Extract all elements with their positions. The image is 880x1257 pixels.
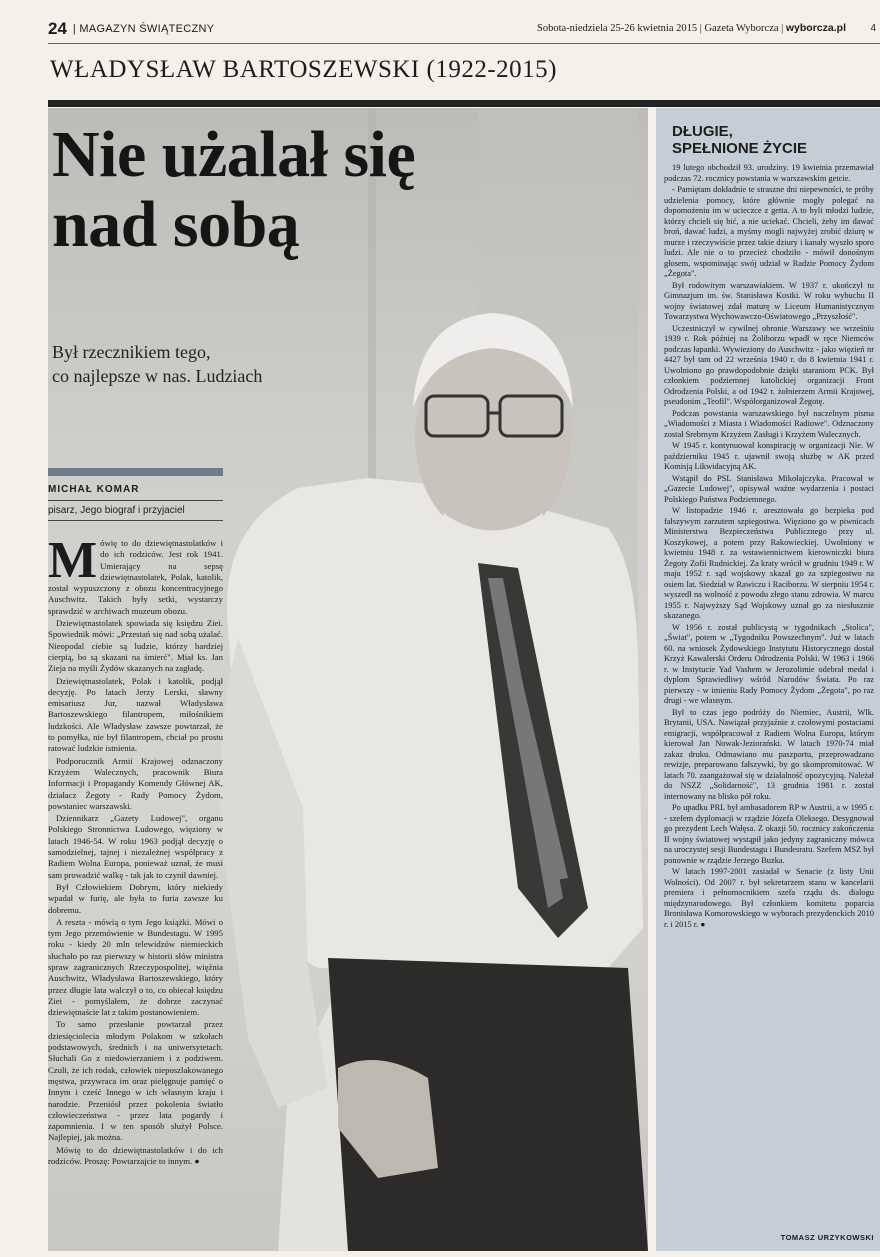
sidebar-paragraph: 19 lutego obchodził 93. urodziny. 19 kwietnia przemawiał podczas 72. rocznicy powstania w warszawskim getcie.	[664, 163, 874, 183]
author-rule	[48, 500, 223, 501]
small-number: 4	[870, 23, 876, 34]
paragraph: Był Człowiekiem Dobrym, który niekiedy wpadał w furię, ale była to furia zawsze ku dobremu.	[48, 881, 223, 915]
sidebar-paragraph: W 1945 r. kontynuował konspirację w organizacji Nie. W październiku 1945 r. ujawnił swoją służbę w AK przed Komisją Likwidacyjną AK.	[664, 441, 874, 471]
section-title: WŁADYSŁAW BARTOSZEWSKI (1922-2015)	[50, 56, 557, 83]
sidebar-paragraph: - Pamiętam dokładnie te straszne dni niepewności, te próby udzielenia pomocy, które głównie mogły polegać na dopomożeniu im w ucieczce z getta. A to byli młodzi ludzie, którzy chcieli się bić, a nie uciekać. Chcieli, żeby im dawać broń, dawać ludzi, a myśmy mogli najwyżej zrobić dziurę w murze i rzeczywiście przez takie dziury i kanały wyszło sporo ludzi. Ale nie o to przecież chodziło - mówił donośnym głosem, wspominając swój udział w Radzie Pomocy Żydom „Żegota".	[664, 185, 874, 278]
paragraph: Mówię to do dziewiętnastolatków i do ich rodziców. Proszę: Powtarzajcie to innym. ●	[48, 1144, 223, 1167]
paragraph: To samo przesłanie powtarzał przez dziesięciolecia młodym Polakom w szkołach podstawowych, średnich i na uniwersytetach. Słuchali Go z niedowierzaniem i z podziwem. Czuli, że ich rodak, człowiek nieposzlakowanego męstwa, przywraca im oraz pielęgnuje pamięć o Innym i cześć Innego w ich własnym kraju i narodzie. Przeniósł przez pokolenia światło człowieczeństwa - przez lata pogardy i zapomnienia. I w ten sposób służył Polsce. Najlepiej, jak można.	[48, 1019, 223, 1143]
deck: Był rzecznikiem tego, co najlepsze w nas. Ludziach	[52, 342, 263, 386]
sidebar-paragraph: Był rodowitym warszawiakiem. W 1937 r. ukończył tu Gimnazjum im. św. Stanisława Kostki. W roku wybuchu II wojny światowej zdał maturę w Liceum Humanistycznym Towarzystwa Wychowawczo-Oświatowego „Przyszłość".	[664, 280, 874, 321]
sidebar-paragraph: Po upadku PRL był ambasadorem RP w Austrii, a w 1995 r. - szefem dyplomacji w rządzie Józefa Oleksego. Desygnował go prezydent Lech Wałęsa. Z okazji 50. rocznicy zakończenia II wojny światowej wystąpił jako jedyny zagraniczny mówca na uroczystej sesji Bundestagu i Bundesratu. Szefem MSZ był ponownie w rządzie Jerzego Buzka.	[664, 803, 874, 865]
author-name: MICHAŁ KOMAR	[48, 484, 140, 495]
section-name: | MAGAZYN ŚWIĄTECZNY	[72, 23, 215, 35]
sidebar-paragraph: Wstąpił do PSL Stanisława Mikołajczyka. Pracował w „Gazecie Ludowej", opisywał ważne wydarzenia i postaci Polskiego Państwa Podziemnego.	[664, 473, 874, 504]
sidebar-paragraph: Uczestniczył w cywilnej obronie Warszawy we wrześniu 1939 r. Rok później na Żoliborzu wpadł w ręce Niemców podczas łapanki. Wywieziony do Auschwitz - jako więzień nr 4427 był tam od 22 września 1940 r. do 8 kwietnia 1941 r. Uwolniono go prawdopodobnie dzięki staraniom PCK. Był członkiem podziemnej katolickiej organizacji Front Odrodzenia Polski, a od 1942 r. żołnierzem Armii Krajowej, pseudonim „Teofil". Współorganizował Żegotę.	[664, 323, 874, 406]
sidebar-signature: TOMASZ URZYKOWSKI	[780, 1233, 874, 1242]
sidebar-body	[664, 163, 874, 1233]
sidebar-paragraph: Był to czas jego podróży do Niemiec, Austrii, Wlk. Brytanii, USA. Nawiązał przyjaźnie z czołowymi postaciami emigracji, współpracował z Radiem Wolna Europa, którym kierował Jan Nowak-Jeziorański. W latach 1970-74 miał zakaz druku. Odmawiano mu paszportu, przeprowadzano rewizje, preparowano fałszywki, by go skompromitować. W latach 70. zaangażował się w działalność opozycyjną. Należał do NSZZ „Solidarność", 13 grudnia 1981 r. został internowany na blisko pół roku.	[664, 707, 874, 801]
sidebar-paragraph: W listopadzie 1946 r. aresztowała go bezpieka pod fałszywym zarzutem szpiegostwa. Więziono go w piwnicach Ministerstwa Bezpieczeństwa Publicznego przy ul. Koszykowej, a potem przy Rakowieckiej. Uwolniony w kwietniu 1948 r. za wstawiennictwem kierowniczki biura Żegoty Zofii Rudnickiej. Za kraty wrócił w grudniu 1949 r. W maju 1952 r. sąd wojskowy skazał go za szpiegostwo na osiem lat. Siedział w Rawiczu i Raciborzu. W sierpniu 1954 r. wyszedł na wolność z powodu złego stanu zdrowia. W marcu 1955 r. Najwyższy Sąd Wojskowy uznał go za niesłusznie skazanego.	[664, 506, 874, 620]
section-rule	[48, 100, 880, 107]
author-bar	[48, 468, 223, 476]
sidebar-paragraph: W latach 1997-2001 zasiadał w Senacie (z listy Unii Wolności). Od 2007 r. był sekretarzem stanu w kancelarii premiera i pełnomocnikiem szefa rządu ds. dialogu międzynarodowego. Był członkiem komitetu poparcia Bronisława Komorowskiego w wyborach prezydenckich 2010 r. i 2015 r. ●	[664, 867, 874, 929]
header-rule	[48, 43, 880, 44]
page-header	[48, 18, 880, 40]
paragraph: Dziewiętnastolatek, Polak i katolik, podjął decyzję. Po latach Jerzy Lerski, sławny emisariusz Jur, nazwał Władysława Bartoszewskiego filantropem, miłośnikiem ludzkości. Ale Władysław zawsze powtarzał, że to pomyłka, nie był filantropem, chciał po prostu ratować ludzkie istnienia.	[48, 675, 223, 754]
paragraph: Podporucznik Armii Krajowej odznaczony Krzyżem Walecznych, pracownik Biura Informacji i Propagandy Komendy Głównej AK, działacz Żegoty - Rady Pomocy Żydom, powstaniec warszawski.	[48, 755, 223, 811]
sidebar-paragraph: Podczas powstania warszawskiego był naczelnym pisma „Wiadomości z Miasta i Wiadomości Radiowe". Odznaczony został Srebrnym Krzyżem Zasługi i Krzyżem Walecznych.	[664, 408, 874, 439]
drop-cap: M	[48, 538, 98, 589]
paragraph: Dziennikarz „Gazety Ludowej", organu Polskiego Stronnictwa Ludowego, więziony w latach 1946-54. W roku 1963 podjął decyzję o samodzielnej, tajnej i niezależnej współpracy z Radiem Wolna Europa, ponieważ uznał, że musi sam prowadzić walkę - tak jak to czynił dawniej.	[48, 813, 223, 880]
headline: Nie użalał się nad sobą	[52, 118, 416, 261]
site-link[interactable]: wyborcza.pl	[785, 22, 846, 34]
sidebar-paragraph: W 1956 r. został publicystą w tygodnikach „Stolica", „Świat", potem w „Tygodniku Powszechnym". Już w latach 60. na wniosek Żydowskiego Instytutu Historycznego dostał Krzyż Kawalerski Orderu Odrodzenia Polski. W 1963 i 1966 r. w Instytucie Yad Vashem w Jerozolimie odebrał medal i dyplom Sprawiedliwy wśród Narodów Świata. Po raz pierwszy - w imieniu Rady Pomocy Żydom „Żegota", po raz drugi - we własnym.	[664, 622, 874, 705]
author-role: pisarz, Jego biograf i przyjaciel	[48, 505, 185, 516]
sidebar-title: DŁUGIE, SPEŁNIONE ŻYCIE	[672, 123, 808, 157]
date-line: Sobota-niedziela 25-26 kwietnia 2015 | Gazeta Wyborcza | wyborcza.pl	[537, 22, 846, 34]
page-number: 24	[48, 19, 67, 38]
article-body	[48, 538, 223, 1250]
author-rule-bottom	[48, 520, 223, 521]
paragraph: Dziewiętnastolatek spowiada się księdzu Ziei. Spowiednik mówi: „Przestań się nad sobą użalać. Nieopodal ciebie są ludzie, którzy bardziej cierpią, bo są skazani na śmierć". Miał ks. Jan Zieja na myśli Żydów skazanych na zagładę.	[48, 618, 223, 674]
paragraph: A reszta - mówią o tym Jego książki. Mówi o tym Jego przemówienie w Bundestagu. W 1995 roku - kiedy 20 mln telewidzów niemieckich słuchało po raz pierwszy w historii słów ministra spraw zagranicznych Rzeczypospolitej, więźnia Auschwitz, Władysława Bartoszewskiego, który przez długie lata walczył o to, co obiecał księdzu Ziei - pomyślałem, że dobrze zaczynać dziewiętnaście lat z takim postanowieniem.	[48, 916, 223, 1018]
paragraph: Mówię to do dziewiętnastolatków i do ich rodziców. Jest rok 1941. Umierający na sepsę dziewiętnastolatek, Polak, katolik, został wypuszczony z obozu koncentracyjnego Auschwitz. Takich były setki, wystarczy sprawdzić w archiwach muzeum obozu.	[48, 538, 223, 616]
